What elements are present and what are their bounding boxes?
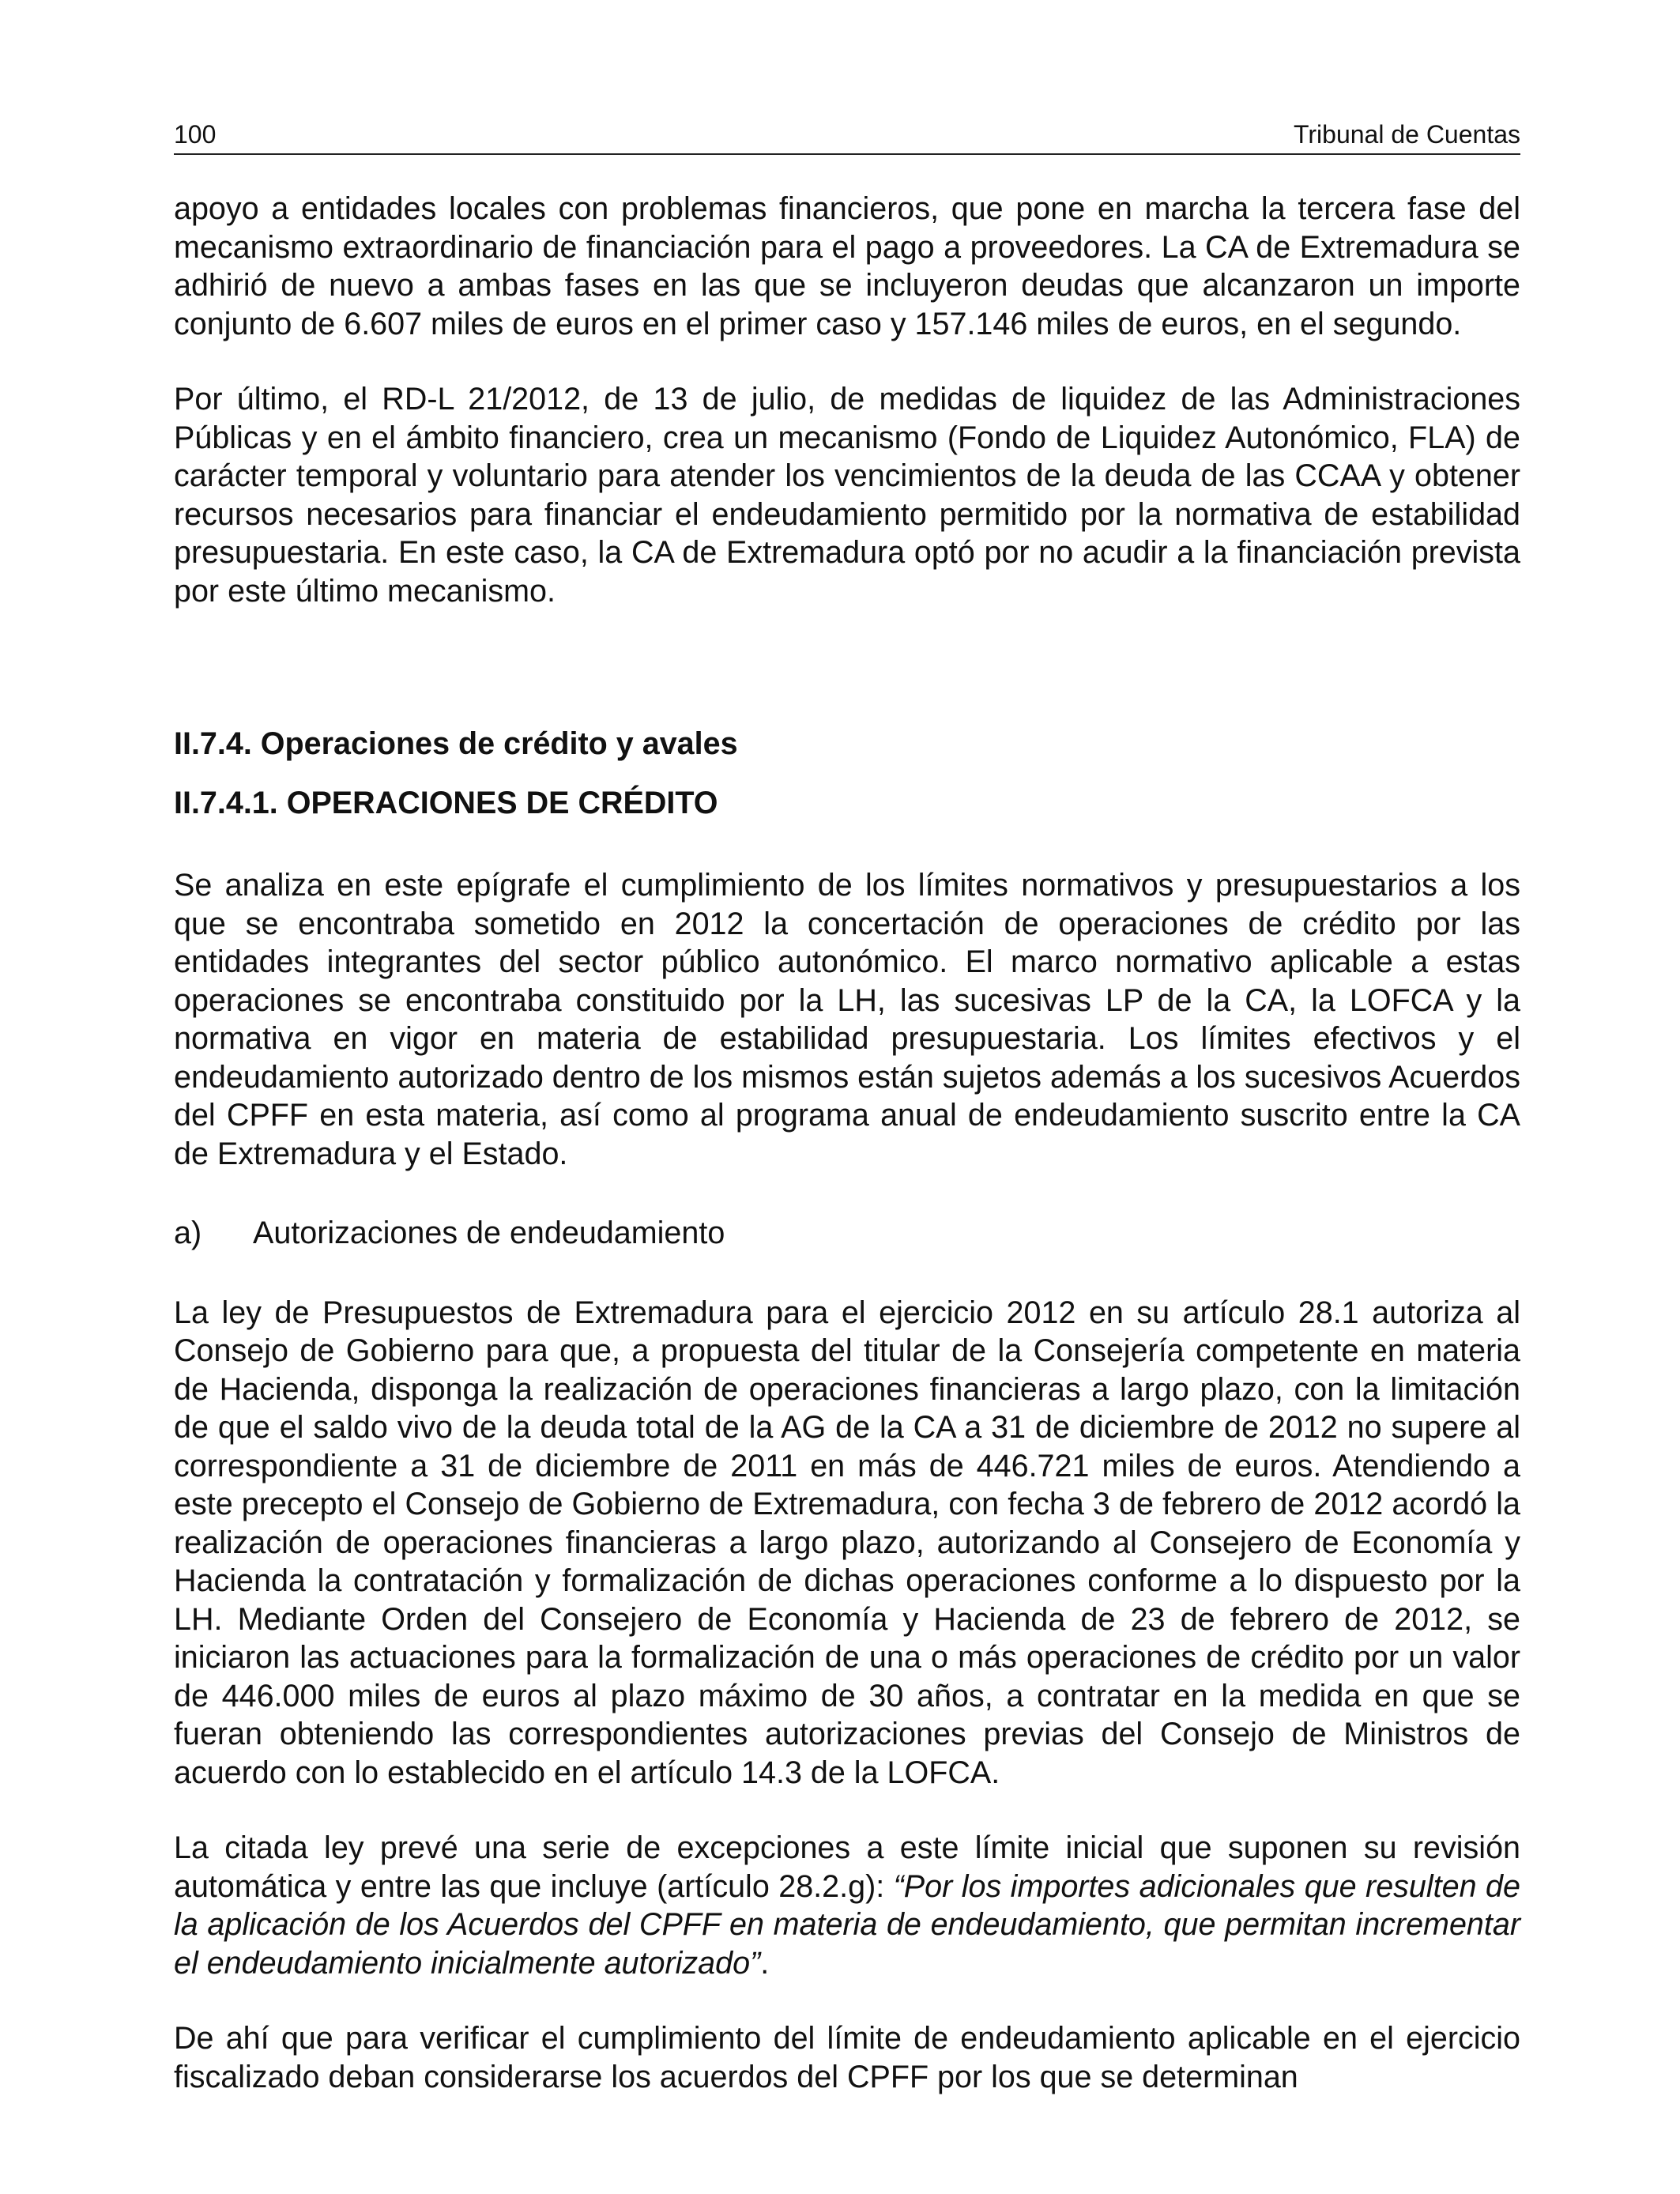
- paragraph-verificacion-limite: De ahí que para verificar el cumplimiento del límite de endeudamiento aplicable en el ejercicio fiscalizado deban considerarse los acuerdos del CPFF por los que se determinan: [174, 2021, 1520, 2094]
- excepciones-end: .: [760, 1945, 770, 1981]
- subsection-heading: II.7.4.1. OPERACIONES DE CRÉDITO: [174, 785, 718, 820]
- paragraph-limites-normativos: Se analiza en este epígrafe el cumplimiento de los límites normativos y presupuestarios a los que se encontraba sometido en 2012 la concertación de operaciones de crédito por las entidades integrantes del sector público autonómico. El marco normativo aplicable a estas operaciones se encontraba constituido por la LH, las sucesivas LP de la CA, la LOFCA y la normativa en vigor en materia de estabilidad presupuestaria. Los límites efectivos y el endeudamiento autorizado dentro de los mismos están sujetos además a los sucesivos Acuerdos del CPFF en esta materia, así como al programa anual de endeudamiento suscrito entre la CA de Extremadura y el Estado.: [174, 868, 1520, 1171]
- paragraph-pago-proveedores: apoyo a entidades locales con problemas financieros, que pone en marcha la tercera fase del mecanismo extraordinario de financiación para el pago a proveedores. La CA de Extremadura se adhirió de nuevo a ambas fases en las que se incluyeron deudas que alcanzaron un importe conjunto de 6.607 miles de euros en el primer caso y 157.146 miles de euros, en el segundo.: [174, 191, 1520, 341]
- paragraph-excepciones: [174, 1829, 1520, 1982]
- page-content: [174, 190, 1520, 2096]
- document-page: [174, 119, 1520, 2096]
- excepciones-lead: La citada ley prevé una serie de excepciones a este límite inicial que suponen su revisión automática y entre las que incluye (artículo 28.2.g):: [174, 1830, 1520, 1904]
- list-item-text: Autorizaciones de endeudamiento: [253, 1216, 725, 1250]
- list-item-a: [174, 1214, 1520, 1253]
- excepciones-quote: “Por los importes adicionales que resulten de la aplicación de los Acuerdos del CPFF en materia de endeudamiento, que permitan incrementar el endeudamiento inicialmente autorizado”: [174, 1868, 1520, 1981]
- list-item-letter: a): [174, 1216, 202, 1250]
- header-institution: Tribunal de Cuentas: [1294, 120, 1520, 149]
- paragraph-fondo-liquidez: Por último, el RD-L 21/2012, de 13 de julio, de medidas de liquidez de las Administraciones Públicas y en el ámbito financiero, crea un mecanismo (Fondo de Liquidez Autonómico, FLA) de carácter temporal y voluntario para atender los vencimientos de la deuda de las CCAA y obtener recursos necesarios para financiar el endeudamiento permitido por la normativa de estabilidad presupuestaria. En este caso, la CA de Extremadura optó por no acudir a la financiación prevista por este último mecanismo.: [174, 382, 1520, 609]
- section-heading: II.7.4. Operaciones de crédito y avales: [174, 726, 738, 761]
- paragraph-ley-presupuestos: La ley de Presupuestos de Extremadura para el ejercicio 2012 en su artículo 28.1 autoriza al Consejo de Gobierno para que, a propuesta del titular de la Consejería competente en materia de Hacienda, disponga la realización de operaciones financieras a largo plazo, con la limitación de que el saldo vivo de la deuda total de la AG de la CA a 31 de diciembre de 2012 no supere al correspondiente a 31 de diciembre de 2011 en más de 446.721 miles de euros. Atendiendo a este precepto el Consejo de Gobierno de Extremadura, con fecha 3 de febrero de 2012 acordó la realización de operaciones financieras a largo plazo, autorizando al Consejero de Economía y Hacienda la contratación y formalización de dichas operaciones conforme a lo dispuesto por la LH. Mediante Orden del Consejero de Economía y Hacienda de 23 de febrero de 2012, se iniciaron las actuaciones para la formalización de una o más operaciones de crédito por un valor de 446.000 miles de euros al plazo máximo de 30 años, a contratar en la medida en que se fueran obteniendo las correspondientes autorizaciones previas del Consejo de Ministros de acuerdo con lo establecido en el artículo 14.3 de la LOFCA.: [174, 1295, 1520, 1790]
- page-header: [174, 119, 1520, 155]
- page-number: 100: [174, 120, 217, 149]
